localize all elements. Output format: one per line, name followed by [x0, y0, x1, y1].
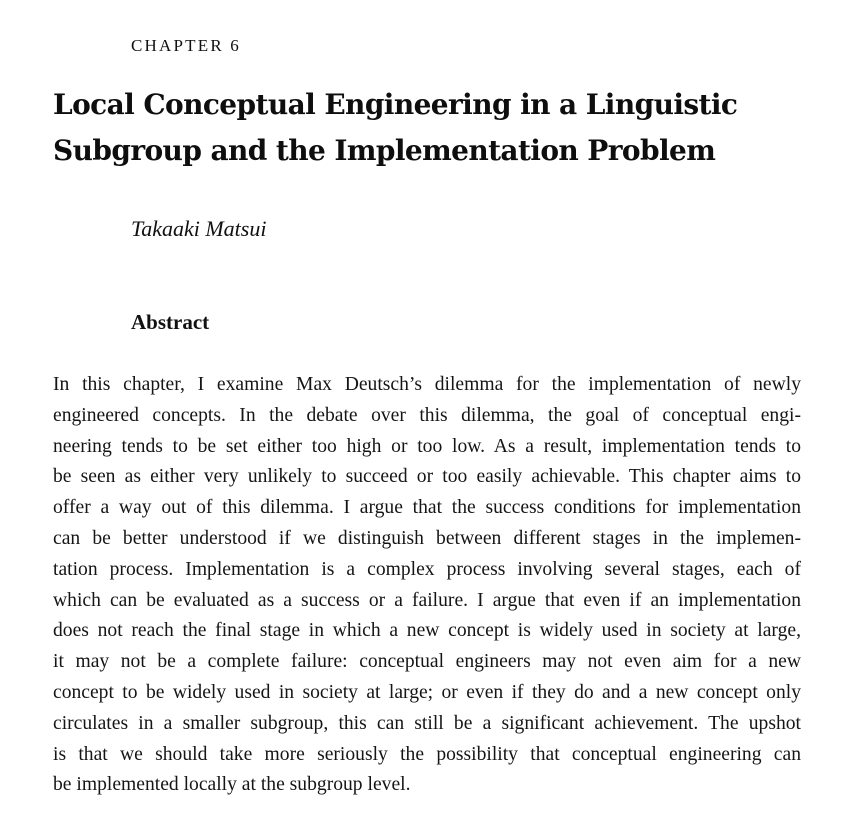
chapter-title-line: Subgroup and the Implementation Problem	[53, 134, 716, 167]
abstract-line: tation process. Implementation is a complex process involving several stages, each of	[53, 558, 801, 580]
abstract-line: neering tends to be set either too high or too low. As a result, implementation tends to	[53, 435, 801, 457]
abstract-line: does not reach the final stage in which a new concept is widely used in society at large,	[53, 620, 801, 642]
chapter-title-line: Local Conceptual Engineering in a Linguistic	[53, 88, 738, 121]
abstract-line: be implemented locally at the subgroup level.	[53, 774, 411, 796]
abstract-line: is that we should take more seriously the possibility that conceptual engineering can	[53, 743, 801, 765]
abstract-line: concept to be widely used in society at large; or even if they do and a new concept only	[53, 681, 801, 703]
chapter-title	[53, 82, 813, 174]
abstract-line: In this chapter, I examine Max Deutsch’s dilemma for the implementation of newly	[53, 374, 801, 395]
abstract-heading: Abstract	[131, 310, 210, 334]
abstract-line: it may not be a complete failure: conceptual engineers may not even aim for a new	[53, 651, 801, 673]
author-name: Takaaki Matsui	[131, 216, 267, 241]
abstract-line: circulates in a smaller subgroup, this can still be a significant achievement. The upshot	[53, 712, 801, 734]
abstract-line: be seen as either very unlikely to succeed or too easily achievable. This chapter aims to	[53, 466, 801, 488]
abstract-body	[53, 370, 801, 801]
abstract-line: engineered concepts. In the debate over this dilemma, the goal of conceptual engi-	[53, 404, 801, 426]
chapter-label: CHAPTER 6	[131, 36, 242, 55]
abstract-line: which can be evaluated as a success or a failure. I argue that even if an implementation	[53, 589, 801, 611]
abstract-line: can be better understood if we distinguish between different stages in the implemen-	[53, 527, 801, 549]
abstract-line: offer a way out of this dilemma. I argue that the success conditions for implementation	[53, 497, 801, 519]
